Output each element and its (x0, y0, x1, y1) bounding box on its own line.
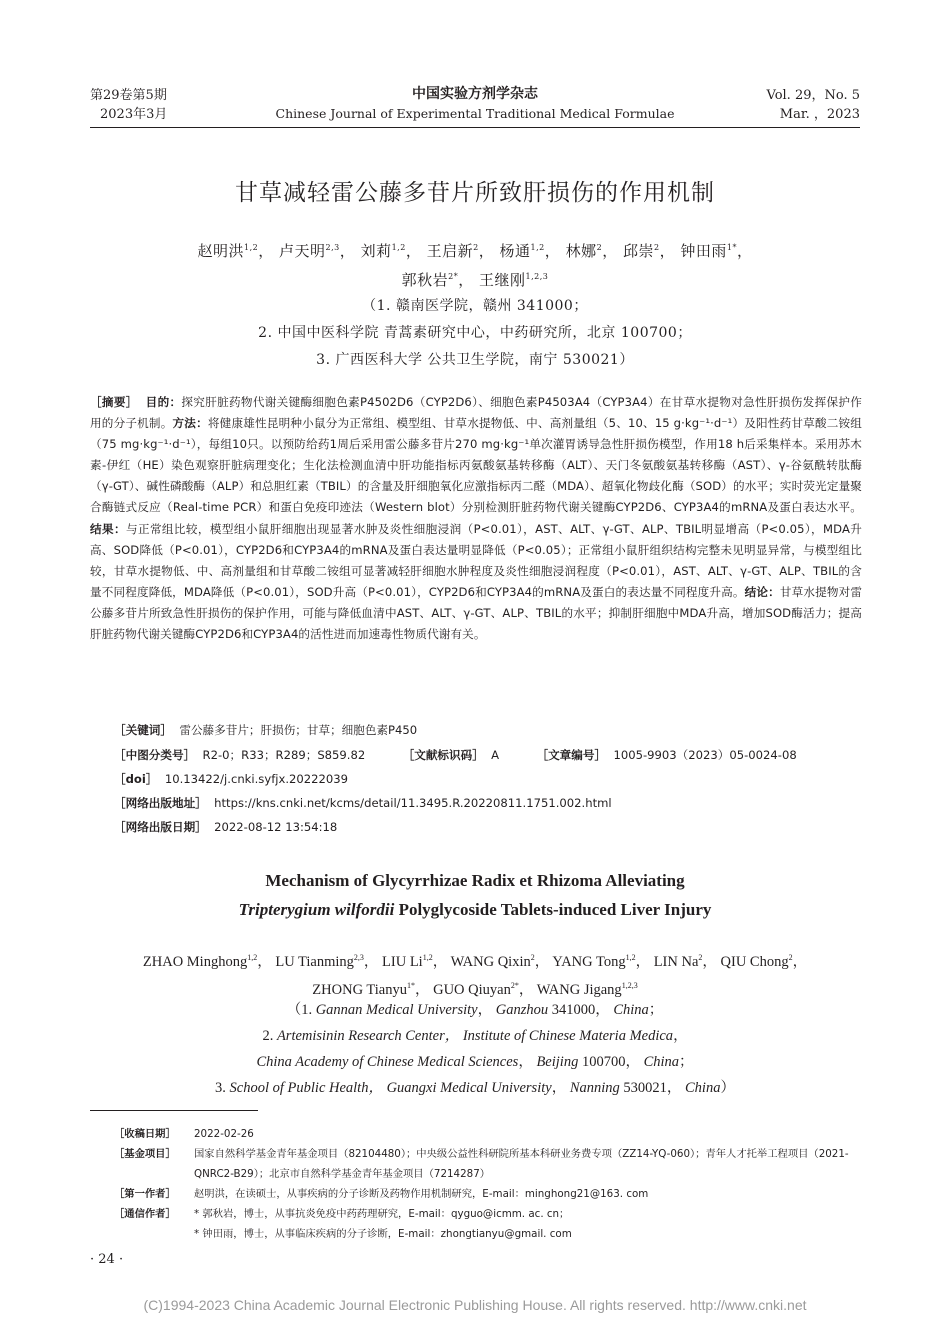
article-title-cn: 甘草减轻雷公藤多苷片所致肝损伤的作用机制 (235, 180, 715, 206)
author-cn: 林娜$^2$， (565, 242, 618, 260)
author-en: GUO Qiuyan$^{2*}$， (433, 980, 534, 998)
pubdate-value: 2022-08-12 13:54:18 (214, 820, 338, 834)
keywords-row (114, 720, 862, 740)
author-cn: 钟田雨$^{1*}$， (680, 242, 753, 260)
clc-label: ［中图分类号］ (114, 748, 196, 762)
classification-row (114, 745, 862, 765)
results-text: 与正常组比较，模型组小鼠肝细胞出现显著水肿及炎性细胞浸润（P<0.01），AST、ALT、γ-GT、ALP、TBIL明显增高（P<0.05），MDA升高、SOD降低（P<0.01），CYP2D6和CYP3A4的mRNA及蛋白表达量明显降低（P<0.05）；正常组小鼠肝组织结构完整未见明显异常，与模型组比较，甘草水提物低、中、高剂量组和甘草酸二铵组可显著减轻肝细胞水肿程度及炎性细胞浸润程度（P<0.01），AST、ALT、γ-GT、ALP、TBIL的含量不同程度降低，MDA降低（P<0.01），SOD升高（P<0.01），CYP2D6和CYP3A4的mRNA及蛋白的表达量不同程度升高。 (90, 521, 862, 599)
author-en: LU Tianming$^{2,3}$， (275, 953, 379, 970)
author-cn: 刘莉$^{1,2}$， (360, 242, 422, 260)
keywords-value: 雷公藤多苷片；肝损伤；甘草；细胞色素P450 (179, 723, 418, 737)
title-en-rest: Polyglycoside Tablets-induced Liver Injury (394, 900, 712, 919)
author-cn: 赵明洪$^{1,2}$， (197, 242, 274, 260)
corresponding-row (114, 1204, 862, 1244)
author-cn: 卢天明$^{2,3}$， (279, 242, 356, 260)
affiliation-line: 3. 广西医科大学 公共卫生学院，南宁 530021） (316, 352, 634, 368)
methods-label: 方法： (172, 416, 208, 431)
author-list-en (90, 946, 860, 1002)
received-label: ［收稿日期］ (114, 1128, 176, 1140)
date-en: Mar. ，2023 (779, 107, 860, 122)
conclusion-label: 结论： (744, 584, 780, 599)
header-issue (90, 86, 167, 124)
date-cn: 2023年3月 (100, 107, 168, 122)
author-cn: 郭秋岩$^{2*}$， (401, 271, 474, 289)
header-divider (90, 127, 860, 128)
keywords-label: ［关键词］ (114, 723, 172, 737)
fund-value: 国家自然科学基金青年基金项目（82104480）；中央级公益性科研院所基本科研业务费专项（ZZ14-YQ-060）；青年人才托举工程项目（2021-QNRC2-B29）；北京市自然科学基金青年基金项目（7214287） (194, 1148, 849, 1180)
clc-value: R2-0；R33；R289；S859.82 (202, 748, 366, 762)
conclusion-text: 甘草水提物对雷公藤多苷片所致急性肝损伤的保护作用，可能与降低血清中AST、ALT、γ-GT、ALP、TBIL的水平；抑制肝细胞中MDA升高，增加SOD酶活力；提高肝脏药物代谢关键酶CYP2D6和CYP3A4的活性进而加速毒性物质代谢有关。 (90, 584, 863, 642)
page-number: · 24 · (90, 1252, 124, 1267)
received-row (114, 1124, 862, 1144)
author-en: ZHONG Tianyu$^{1*}$， (312, 980, 430, 998)
doi-value[interactable]: 10.13422/j.cnki.syfjx.20222039 (164, 772, 349, 786)
fund-row (114, 1144, 862, 1184)
first-author-row (114, 1184, 862, 1204)
affiliation-line: 2. 中国中医科学院 青蒿素研究中心，中药研究所，北京 100700； (258, 325, 692, 341)
author-cn: 王启新$^2$， (426, 242, 495, 260)
abstract-cn (90, 392, 862, 645)
author-list-cn (90, 235, 860, 293)
author-en: ZHAO Minghong$^{1,2}$， (142, 953, 272, 970)
url-row (114, 793, 862, 813)
header-journal (260, 84, 690, 124)
corresponding-value (194, 1204, 862, 1244)
footnotes (114, 1124, 862, 1244)
pubdate-label: ［网络出版日期］ (114, 820, 207, 834)
header-volume (767, 86, 861, 124)
journal-name-en: Chinese Journal of Experimental Traditional Medical Formulae (275, 106, 675, 121)
corresponding-author-2: * 钟田雨，博士，从事临床疾病的分子诊断，E-mail：zhongtianyu@gmail. com (194, 1228, 572, 1240)
affiliation-en-line: 3. School of Public Health， Guangxi Medical University， Nanning 530021， China） (215, 1080, 735, 1096)
affiliation-line: （1. 赣南医学院，赣州 341000； (362, 298, 588, 314)
doc-code-value: A (491, 748, 500, 762)
title-en-line1: Mechanism of Glycyrrhizae Radix et Rhizoma Alleviating (265, 871, 685, 890)
url-link[interactable]: https://kns.cnki.net/kcms/detail/11.3495.R.20220811.1751.002.html (214, 796, 612, 810)
url-label: ［网络出版地址］ (114, 796, 207, 810)
objective-label: 目的： (145, 395, 182, 409)
received-value: 2022-02-26 (194, 1128, 254, 1140)
author-en: LIU Li$^{1,2}$， (382, 953, 448, 970)
objective-text: 探究肝脏药物代谢关键酶细胞色素P4502D6（CYP2D6）、细胞色素P4503A4（CYP3A4）在甘草水提物对急性肝损伤发挥保护作用的分子机制。 (90, 395, 862, 431)
pubdate-row (114, 817, 862, 837)
first-author-value: 赵明洪，在读硕士，从事疾病的分子诊断及药物作用机制研究，E-mail：minghong21@163. com (194, 1188, 649, 1200)
title-en-italic: Tripterygium wilfordii (238, 900, 395, 919)
doi-label: ［doi］ (114, 772, 158, 786)
journal-name-cn: 中国实验方剂学杂志 (412, 86, 538, 102)
author-en: QIU Chong$^2$， (720, 953, 808, 970)
author-en: WANG Qixin$^2$， (450, 953, 550, 970)
affiliation-en-line: 2. Artemisinin Research Center， Institute of Chinese Materia Medica， (262, 1028, 688, 1044)
affiliations-en (90, 997, 860, 1101)
article-title-en (90, 866, 860, 924)
footnote-divider (90, 1110, 258, 1111)
title-en-line2 (90, 895, 860, 924)
author-en: YANG Tong$^{1,2}$， (552, 953, 651, 970)
fund-label: ［基金项目］ (114, 1148, 176, 1160)
results-label: 结果： (90, 521, 126, 536)
author-cn: 邱崇$^2$， (622, 242, 676, 260)
article-no-label: ［文章编号］ (536, 748, 607, 762)
corresponding-label: ［通信作者］ (114, 1208, 176, 1220)
affiliation-en-line: （1. Gannan Medical University， Ganzhou 341000， China； (286, 1002, 664, 1018)
author-en: WANG Jigang$^{1,2,3}$ (536, 980, 638, 998)
abstract-label: ［摘要］ (90, 395, 138, 409)
methods-text: 将健康雄性昆明种小鼠分为正常组、模型组、甘草水提物低、中、高剂量组（5、10、15 g·kg⁻¹·d⁻¹）及阳性药甘草酸二铵组（75 mg·kg⁻¹·d⁻¹），每组10只。以预防给药1周后采用雷公藤多苷片270 mg·kg⁻¹单次灌胃诱导急性肝损伤模型，作用18 h后采集样本。采用苏木素-伊红（HE）染色观察肝脏病理变化；生化法检测血清中肝功能指标丙氨酸氨基转移酶（ALT）、天门冬氨酸氨基转移酶（AST）、γ-谷氨酰转肽酶（γ-GT）、碱性磷酸酶（ALP）和总胆红素（TBIL）的含量及肝细胞氧化应激指标丙二醛（MDA）、超氧化物歧化酶（SOD）的水平；实时荧光定量聚合酶链式反应（Real-time PCR）和蛋白免疫印迹法（Western blot）分别检测肝脏药物代谢关键酶CYP2D6、CYP3A4的mRNA及蛋白表达水平。 (90, 416, 862, 515)
doc-code-label: ［文献标识码］ (402, 748, 484, 762)
volume-en: Vol. 29，No. 5 (766, 88, 860, 103)
author-cn: 王继刚$^{1,2,3}$ (479, 271, 549, 289)
article-no-value: 1005-9903（2023）05-0024-08 (613, 748, 797, 762)
affiliations-cn (90, 293, 860, 374)
doi-row (114, 769, 862, 789)
first-author-label: ［第一作者］ (114, 1188, 176, 1200)
corresponding-author-1: * 郭秋岩，博士，从事抗炎免疫中药药理研究，E-mail：qyguo@icmm. ac. cn； (194, 1208, 570, 1220)
copyright-watermark: (C)1994-2023 China Academic Journal Electronic Publishing House. All rights reserved. http://www.cnki.net (143, 1297, 807, 1313)
affiliation-en-line: China Academy of Chinese Medical Sciences， Beijing 100700， China； (256, 1054, 694, 1070)
author-en: LIN Na$^2$， (653, 953, 717, 970)
issue-cn: 第29卷第5期 (90, 88, 167, 103)
author-cn: 杨通$^{1,2}$， (499, 242, 561, 260)
